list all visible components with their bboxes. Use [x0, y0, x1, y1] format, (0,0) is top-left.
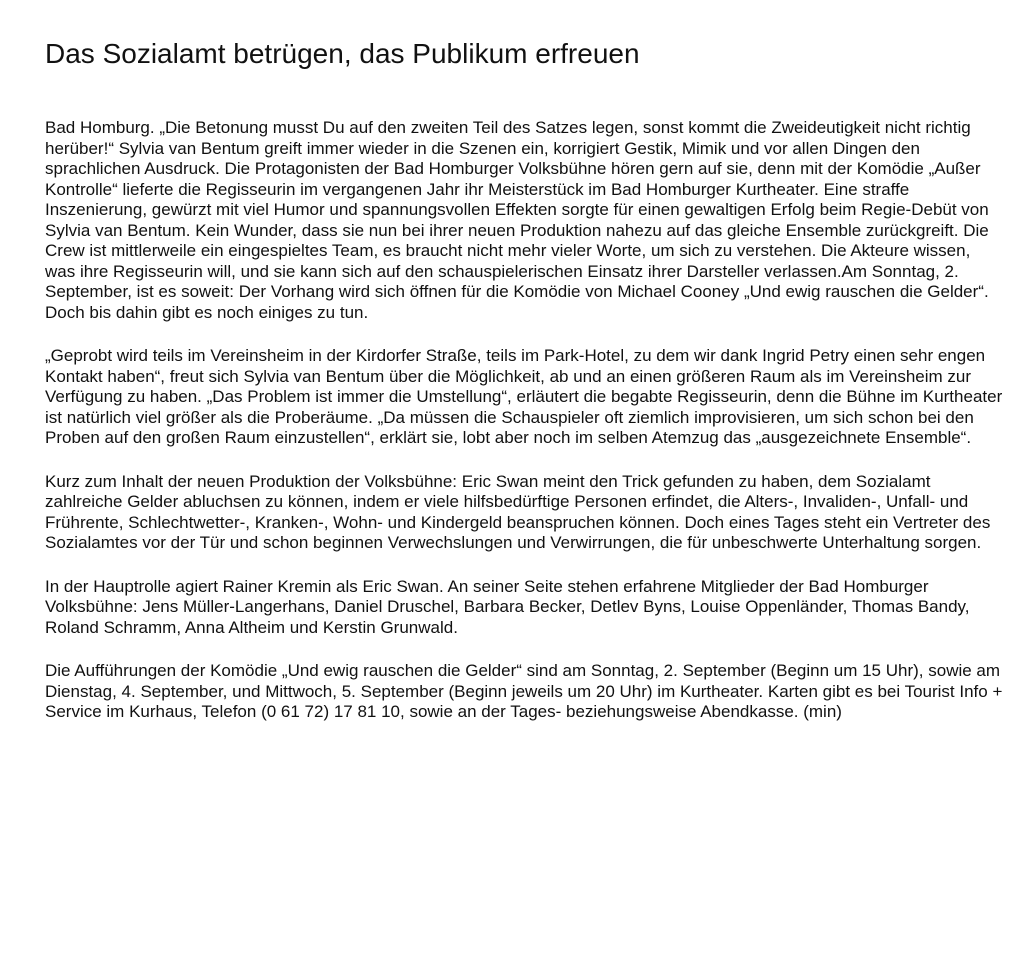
article-title: Das Sozialamt betrügen, das Publikum erfreuen [45, 38, 640, 69]
article-page [45, 34, 1005, 746]
article-paragraph-2: „Geprobt wird teils im Vereinsheim in der Kirdorfer Straße, teils im Park-Hotel, zu dem wir dank Ingrid Petry einen sehr engen Kontakt haben“, freut sich Sylvia van Bentum über die Möglichkeit, ab und an einen größeren Raum als im Vereinsheim zur Verfügung zu haben. „Das Problem ist immer die Umstellung“, erläutert die begabte Regisseurin, denn die Bühne im Kurtheater ist natürlich viel größer als die Proberäume. „Da müssen die Schauspieler oft ziemlich improvisieren, um sich schon bei den Proben auf den großen Raum einzustellen“, erklärt sie, lobt aber noch im selben Atemzug das „ausgezeichnete Ensemble“. [45, 346, 1003, 447]
article-paragraph-3: Kurz zum Inhalt der neuen Produktion der Volksbühne: Eric Swan meint den Trick gefunden zu haben, dem Sozialamt zahlreiche Gelder abluchsen zu können, indem er viele hilfsbedürftige Personen erfindet, die Alters-, Invaliden-, Unfall- und Frührente, Schlechtwetter-, Kranken-, Wohn- und Kindergeld beanspruchen können. Doch eines Tages steht ein Vertreter des Sozialamtes vor der Tür und schon beginnen Verwechslungen und Verwirrungen, die für unbeschwerte Unterhaltung sorgen. [45, 471, 991, 552]
article-paragraph-5: Die Aufführungen der Komödie „Und ewig rauschen die Gelder“ sind am Sonntag, 2. September (Beginn um 15 Uhr), sowie am Dienstag, 4. September, und Mittwoch, 5. September (Beginn jeweils um 20 Uhr) im Kurtheater. Karten gibt es bei Tourist Info + Service im Kurhaus, Telefon (0 61 72) 17 81 10, sowie an der Tages- beziehungsweise Abendkasse. (min) [45, 661, 1003, 721]
article-body [45, 118, 1005, 723]
article-paragraph-1: Bad Homburg. „Die Betonung musst Du auf den zweiten Teil des Satzes legen, sonst kommt die Zweideutigkeit nicht richtig herüber!“ Sylvia van Bentum greift immer wieder in die Szenen ein, korrigiert Gestik, Mimik und vor allen Dingen den sprachlichen Ausdruck. Die Protagonisten der Bad Homburger Volksbühne hören gern auf sie, denn mit der Komödie „Außer Kontrolle“ lieferte die Regisseurin im vergangenen Jahr ihr Meisterstück im Bad Homburger Kurtheater. Eine straffe Inszenierung, gewürzt mit viel Humor und spannungsvollen Effekten sorgte für einen gewaltigen Erfolg beim Regie-Debüt von Sylvia van Bentum. Kein Wunder, dass sie nun bei ihrer neuen Produktion nahezu auf das gleiche Ensemble zurückgreift. Die Crew ist mittlerweile ein eingespieltes Team, es braucht nicht mehr vieler Worte, um sich zu verstehen. Die Akteure wissen, was ihre Regisseurin will, und sie kann sich auf den schauspielerischen Einsatz ihrer Darsteller verlassen.Am Sonntag, 2. September, ist es soweit: Der Vorhang wird sich öffnen für die Komödie von Michael Cooney „Und ewig rauschen die Gelder“. Doch bis dahin gibt es noch einiges zu tun. [45, 118, 989, 322]
article-paragraph-4: In der Hauptrolle agiert Rainer Kremin als Eric Swan. An seiner Seite stehen erfahrene Mitglieder der Bad Homburger Volksbühne: Jens Müller-Langerhans, Daniel Druschel, Barbara Becker, Detlev Byns, Louise Oppenländer, Thomas Bandy, Roland Schramm, Anna Altheim und Kerstin Grunwald. [45, 576, 970, 637]
